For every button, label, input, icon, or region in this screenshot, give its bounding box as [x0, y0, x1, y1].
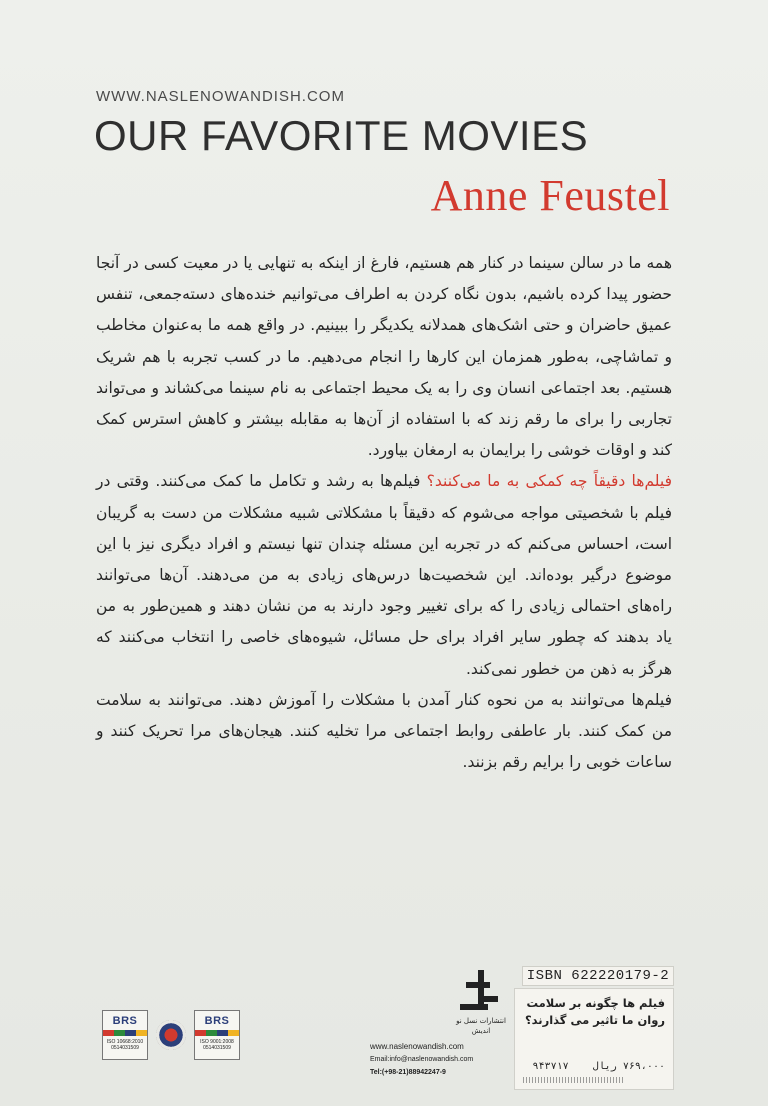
iso-label: ISO 9001:2008 0514031509 [200, 1039, 234, 1051]
certification-logos [102, 1010, 252, 1060]
color-strip-icon [195, 1030, 239, 1036]
author-name: Anne Feustel [430, 171, 670, 220]
brs-logo-text: BRS [112, 1015, 138, 1027]
book-title: OUR FAVORITE MOVIES [94, 112, 589, 159]
sticker-price-row [523, 1061, 665, 1072]
sticker-code: ۹۴۳۷۱۷ [532, 1061, 569, 1072]
publisher-email: Email:info@naslenowandish.com [370, 1056, 474, 1063]
publisher-website: www.naslenowandish.com [370, 1042, 464, 1051]
blurb-paragraph-2-text: فیلم‌ها به رشد و تکامل ما کمک می‌کنند. وقتی در فیلم با شخصیتی مواجه می‌شوم که دقیقاً با مشکلاتی شبیه مشکلات من دست به گریبان است، احساس می‌کنم که در تجربه این مسئله چندان تنها نیستم و افراد دیگری نیز با این موضوع درگیر بوده‌اند. این شخصیت‌ها درس‌های زیادی به من می‌دهند. آن‌ها می‌توانند راه‌های احتمالی زیادی را که برای تغییر وجود دارند به من نشان دهند و همین‌طور به من یاد بدهند که چطور سایر افراد برای حل مسائل، شیوه‌های خاصی را انتخاب می‌کنند که هرگز به ذهن من خطور نمی‌کند. [96, 472, 672, 678]
blurb-paragraph-3: فیلم‌ها می‌توانند به من نحوه کنار آمدن با مشکلات را آموزش دهند. می‌توانند به سلامت من کمک کنند. بار عاطفی روابط اجتماعی مرا تخلیه کنند. هیجان‌های مرا تحریک کنند و ساعات خوبی را برایم رقم بزنند. [96, 690, 672, 772]
header-website: WWW.NASLENOWANDISH.COM [96, 88, 345, 105]
sticker-title: فیلم ها چگونه بر سلامت روان ما تاثیر می گذارند؟ [524, 996, 665, 1027]
publisher-contact [370, 1040, 520, 1079]
barcode-icon [523, 1077, 623, 1083]
isbn-label: ISBN 622220179-2 [522, 966, 674, 986]
blurb-paragraph-2 [96, 466, 672, 684]
brs-logo-text: BRS [204, 1015, 230, 1027]
price-sticker [514, 988, 674, 1090]
brs-certificate-logo [102, 1010, 148, 1060]
seal-icon [156, 1020, 186, 1050]
publisher-phone: Tel:(+98-21)88942247-9 [370, 1069, 446, 1076]
iso-label: ISO 10668:2010 0514031509 [106, 1039, 144, 1051]
brs-certificate-logo [194, 1010, 240, 1060]
blurb [96, 248, 672, 778]
color-strip-icon [103, 1030, 147, 1036]
blurb-paragraph-1: همه ما در سالن سینما در کنار هم هستیم، فارغ از اینکه به تنهایی یا در معیت کسی در آنجا حضور پیدا کرده باشیم، بدون نگاه کردن به اطراف می‌توانیم خنده‌های دسته‌جمعی، تنفس عمیق حاضران و حتی اشک‌های همدلانه یکدیگر را ببینیم. در واقع همه ما به‌عنوان مخاطب و تماشاچی، به‌طور همزمان این کارها را انجام می‌دهیم. ما در کسب تجربه با هم شریک هستیم. بعد اجتماعی انسان وی را به یک محیط اجتماعی به نام سینما می‌کشاند و می‌تواند تجاربی را برای ما رقم زند که با استفاده از آن‌ها به مقابله بیشتر و کاهش استرس کمک کند و اوقات خوشی را برایمان به ارمغان بیاورد. [96, 254, 672, 460]
blurb-question: فیلم‌ها دقیقاً چه کمکی به ما می‌کنند؟ [426, 472, 672, 491]
sticker-price: ۷۶۹،۰۰۰ ریال [592, 1061, 665, 1072]
publisher-name: انتشارات نسل نو اندیش [456, 1017, 506, 1035]
